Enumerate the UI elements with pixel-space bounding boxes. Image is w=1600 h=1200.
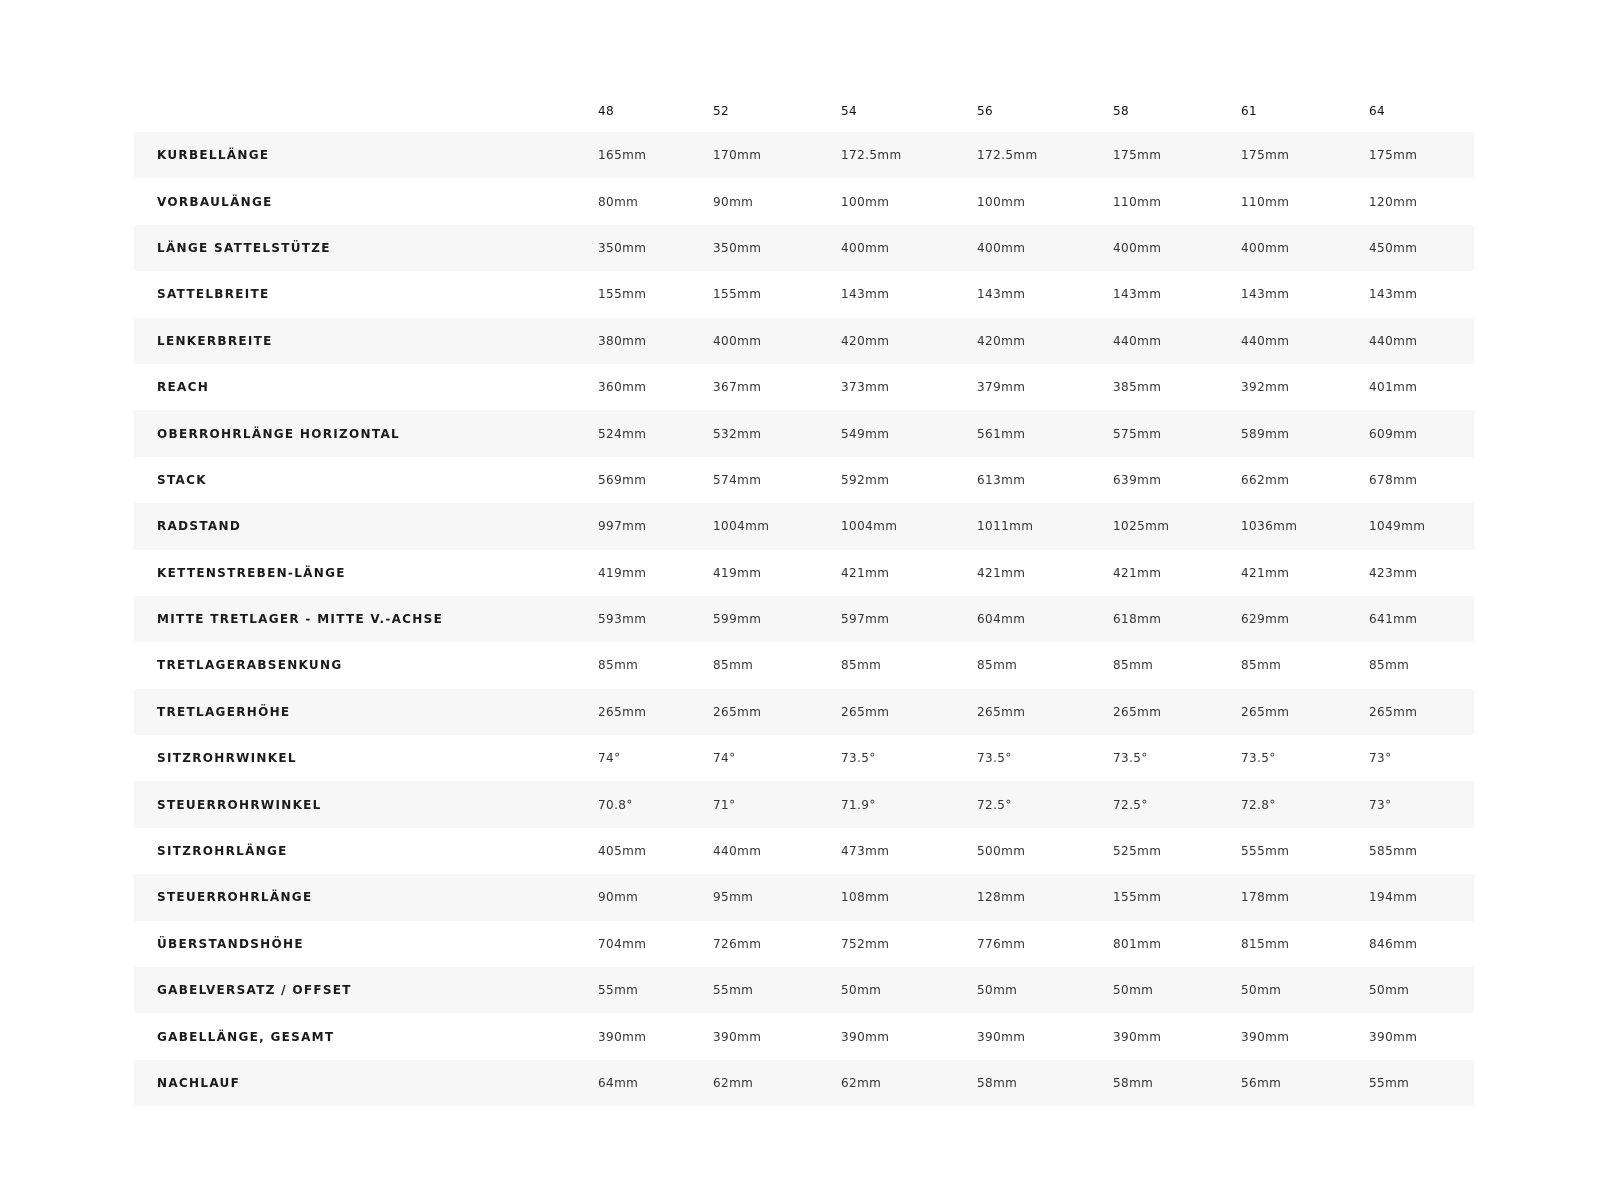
row-label: NACHLAUF: [157, 1076, 241, 1090]
table-cell: 85mm: [1369, 658, 1410, 673]
table-cell: 609mm: [1369, 426, 1418, 441]
table-row: [134, 689, 1474, 735]
table-cell: 589mm: [1241, 426, 1290, 441]
table-cell: 85mm: [977, 658, 1018, 673]
table-cell: 390mm: [977, 1029, 1026, 1044]
table-cell: 50mm: [977, 983, 1018, 998]
table-cell: 265mm: [1113, 704, 1162, 719]
table-cell: 73.5°: [841, 751, 876, 766]
table-cell: 440mm: [1369, 333, 1418, 348]
table-cell: 110mm: [1241, 194, 1290, 209]
table-cell: 1025mm: [1113, 519, 1170, 534]
table-cell: 143mm: [977, 287, 1026, 302]
table-row: [134, 1013, 1474, 1059]
table-cell: 175mm: [1369, 148, 1418, 163]
table-cell: 50mm: [1113, 983, 1154, 998]
table-cell: 143mm: [1241, 287, 1290, 302]
table-cell: 73.5°: [977, 751, 1012, 766]
table-row: [134, 735, 1474, 781]
table-row: [134, 642, 1474, 688]
row-label: SITZROHRWINKEL: [157, 751, 297, 766]
table-cell: 70.8°: [598, 797, 633, 812]
table-cell: 400mm: [977, 240, 1026, 255]
table-cell: 265mm: [598, 704, 647, 719]
table-cell: 265mm: [977, 704, 1026, 719]
table-cell: 500mm: [977, 844, 1026, 859]
table-row: [134, 225, 1474, 271]
size-column-header: 56: [977, 104, 994, 118]
table-cell: 194mm: [1369, 890, 1418, 905]
table-cell: 569mm: [598, 472, 647, 487]
table-cell: 73°: [1369, 751, 1392, 766]
size-column-header: 64: [1369, 104, 1386, 118]
table-cell: 380mm: [598, 333, 647, 348]
table-cell: 373mm: [841, 380, 890, 395]
row-label: TRETLAGERHÖHE: [157, 704, 291, 719]
table-cell: 419mm: [598, 565, 647, 580]
table-cell: 401mm: [1369, 380, 1418, 395]
row-label: STEUERROHRLÄNGE: [157, 890, 313, 905]
table-cell: 641mm: [1369, 612, 1418, 627]
row-label: LENKERBREITE: [157, 333, 273, 348]
table-cell: 73.5°: [1241, 751, 1276, 766]
table-cell: 80mm: [598, 194, 639, 209]
table-cell: 524mm: [598, 426, 647, 441]
table-row: [134, 874, 1474, 920]
table-cell: 73°: [1369, 797, 1392, 812]
table-cell: 639mm: [1113, 472, 1162, 487]
table-cell: 555mm: [1241, 844, 1290, 859]
table-cell: 143mm: [841, 287, 890, 302]
table-row: [134, 457, 1474, 503]
table-cell: 95mm: [713, 890, 754, 905]
table-cell: 265mm: [841, 704, 890, 719]
table-cell: 64mm: [598, 1076, 639, 1090]
table-cell: 172.5mm: [977, 148, 1038, 163]
table-row: [134, 364, 1474, 410]
table-cell: 56mm: [1241, 1076, 1282, 1090]
table-cell: 421mm: [977, 565, 1026, 580]
table-cell: 55mm: [598, 983, 639, 998]
table-cell: 62mm: [713, 1076, 754, 1090]
table-cell: 367mm: [713, 380, 762, 395]
table-cell: 473mm: [841, 844, 890, 859]
table-cell: 360mm: [598, 380, 647, 395]
table-cell: 379mm: [977, 380, 1026, 395]
table-cell: 74°: [598, 751, 621, 766]
table-cell: 420mm: [977, 333, 1026, 348]
table-cell: 390mm: [1369, 1029, 1418, 1044]
table-cell: 120mm: [1369, 194, 1418, 209]
table-cell: 58mm: [1113, 1076, 1154, 1090]
table-cell: 1036mm: [1241, 519, 1298, 534]
table-cell: 618mm: [1113, 612, 1162, 627]
table-row: [134, 967, 1474, 1013]
table-cell: 85mm: [1241, 658, 1282, 673]
table-row: [134, 828, 1474, 874]
table-cell: 85mm: [841, 658, 882, 673]
table-cell: 400mm: [1241, 240, 1290, 255]
table-cell: 549mm: [841, 426, 890, 441]
row-label: RADSTAND: [157, 519, 242, 534]
table-cell: 704mm: [598, 936, 647, 951]
table-cell: 85mm: [1113, 658, 1154, 673]
table-cell: 50mm: [841, 983, 882, 998]
row-label: ÜBERSTANDSHÖHE: [157, 936, 304, 951]
table-cell: 629mm: [1241, 612, 1290, 627]
table-cell: 1049mm: [1369, 519, 1426, 534]
table-cell: 143mm: [1369, 287, 1418, 302]
table-cell: 574mm: [713, 472, 762, 487]
table-cell: 172.5mm: [841, 148, 902, 163]
table-cell: 662mm: [1241, 472, 1290, 487]
table-cell: 597mm: [841, 612, 890, 627]
table-cell: 100mm: [977, 194, 1026, 209]
row-label: REACH: [157, 380, 210, 395]
table-cell: 178mm: [1241, 890, 1290, 905]
table-cell: 110mm: [1113, 194, 1162, 209]
table-cell: 390mm: [841, 1029, 890, 1044]
table-cell: 72.8°: [1241, 797, 1276, 812]
table-cell: 532mm: [713, 426, 762, 441]
table-cell: 58mm: [977, 1076, 1018, 1090]
table-cell: 55mm: [713, 983, 754, 998]
row-label: OBERROHRLÄNGE HORIZONTAL: [157, 426, 400, 441]
table-cell: 385mm: [1113, 380, 1162, 395]
table-row: [134, 410, 1474, 456]
table-cell: 678mm: [1369, 472, 1418, 487]
row-label: SITZROHRLÄNGE: [157, 844, 288, 859]
table-cell: 561mm: [977, 426, 1026, 441]
row-label: TRETLAGERABSENKUNG: [157, 658, 343, 673]
table-cell: 421mm: [1241, 565, 1290, 580]
table-cell: 155mm: [1113, 890, 1162, 905]
table-cell: 776mm: [977, 936, 1026, 951]
table-cell: 350mm: [713, 240, 762, 255]
table-cell: 440mm: [713, 844, 762, 859]
size-column-header: 54: [841, 104, 858, 118]
table-cell: 50mm: [1369, 983, 1410, 998]
table-cell: 390mm: [1113, 1029, 1162, 1044]
table-cell: 165mm: [598, 148, 647, 163]
table-cell: 390mm: [713, 1029, 762, 1044]
size-column-header: 52: [713, 104, 730, 118]
table-row: [134, 596, 1474, 642]
table-cell: 1004mm: [841, 519, 898, 534]
table-cell: 1011mm: [977, 519, 1034, 534]
table-cell: 108mm: [841, 890, 890, 905]
row-label: STACK: [157, 472, 207, 487]
table-cell: 440mm: [1113, 333, 1162, 348]
row-label: SATTELBREITE: [157, 287, 270, 302]
table-cell: 752mm: [841, 936, 890, 951]
row-label: VORBAULÄNGE: [157, 194, 273, 209]
table-cell: 73.5°: [1113, 751, 1148, 766]
table-cell: 400mm: [1113, 240, 1162, 255]
table-cell: 419mm: [713, 565, 762, 580]
table-row: [134, 318, 1474, 364]
row-label: GABELVERSATZ / OFFSET: [157, 983, 352, 998]
table-cell: 90mm: [598, 890, 639, 905]
table-cell: 50mm: [1241, 983, 1282, 998]
table-cell: 390mm: [1241, 1029, 1290, 1044]
table-cell: 72.5°: [977, 797, 1012, 812]
table-cell: 846mm: [1369, 936, 1418, 951]
table-cell: 593mm: [598, 612, 647, 627]
table-cell: 575mm: [1113, 426, 1162, 441]
geometry-table-body: [134, 132, 1474, 1106]
table-cell: 128mm: [977, 890, 1026, 905]
table-cell: 265mm: [1241, 704, 1290, 719]
table-cell: 71.9°: [841, 797, 876, 812]
table-row: [134, 550, 1474, 596]
table-cell: 143mm: [1113, 287, 1162, 302]
row-label: GABELLÄNGE, GESAMT: [157, 1029, 335, 1044]
table-cell: 405mm: [598, 844, 647, 859]
table-cell: 400mm: [713, 333, 762, 348]
table-cell: 155mm: [598, 287, 647, 302]
table-cell: 100mm: [841, 194, 890, 209]
table-cell: 350mm: [598, 240, 647, 255]
size-column-header: 58: [1113, 104, 1130, 118]
table-row: [134, 178, 1474, 224]
size-header-row: [134, 86, 1474, 132]
table-cell: 585mm: [1369, 844, 1418, 859]
geometry-table: [134, 86, 1474, 1106]
table-cell: 72.5°: [1113, 797, 1148, 812]
table-cell: 423mm: [1369, 565, 1418, 580]
table-cell: 421mm: [841, 565, 890, 580]
table-cell: 420mm: [841, 333, 890, 348]
table-cell: 604mm: [977, 612, 1026, 627]
table-cell: 801mm: [1113, 936, 1162, 951]
row-label: MITTE TRETLAGER - MITTE V.-ACHSE: [157, 612, 444, 627]
table-cell: 390mm: [598, 1029, 647, 1044]
row-label: LÄNGE SATTELSTÜTZE: [157, 240, 331, 255]
table-cell: 55mm: [1369, 1076, 1410, 1090]
table-cell: 815mm: [1241, 936, 1290, 951]
table-cell: 599mm: [713, 612, 762, 627]
table-cell: 265mm: [713, 704, 762, 719]
row-label: KURBELLÄNGE: [157, 148, 270, 163]
table-cell: 392mm: [1241, 380, 1290, 395]
table-cell: 85mm: [713, 658, 754, 673]
table-cell: 265mm: [1369, 704, 1418, 719]
table-cell: 421mm: [1113, 565, 1162, 580]
table-row: [134, 503, 1474, 549]
table-cell: 62mm: [841, 1076, 882, 1090]
table-row: [134, 132, 1474, 178]
table-cell: 613mm: [977, 472, 1026, 487]
table-row: [134, 781, 1474, 827]
table-cell: 440mm: [1241, 333, 1290, 348]
table-cell: 71°: [713, 797, 736, 812]
table-row: [134, 1060, 1474, 1106]
table-cell: 170mm: [713, 148, 762, 163]
size-column-header: 48: [598, 104, 615, 118]
row-label: STEUERROHRWINKEL: [157, 797, 322, 812]
table-cell: 400mm: [841, 240, 890, 255]
table-row: [134, 921, 1474, 967]
table-cell: 592mm: [841, 472, 890, 487]
table-cell: 175mm: [1113, 148, 1162, 163]
table-row: [134, 271, 1474, 317]
table-cell: 85mm: [598, 658, 639, 673]
table-cell: 1004mm: [713, 519, 770, 534]
table-cell: 997mm: [598, 519, 647, 534]
table-cell: 450mm: [1369, 240, 1418, 255]
table-cell: 90mm: [713, 194, 754, 209]
row-label: KETTENSTREBEN-LÄNGE: [157, 565, 346, 580]
table-cell: 525mm: [1113, 844, 1162, 859]
size-column-header: 61: [1241, 104, 1258, 118]
table-cell: 155mm: [713, 287, 762, 302]
table-cell: 175mm: [1241, 148, 1290, 163]
table-cell: 74°: [713, 751, 736, 766]
table-cell: 726mm: [713, 936, 762, 951]
